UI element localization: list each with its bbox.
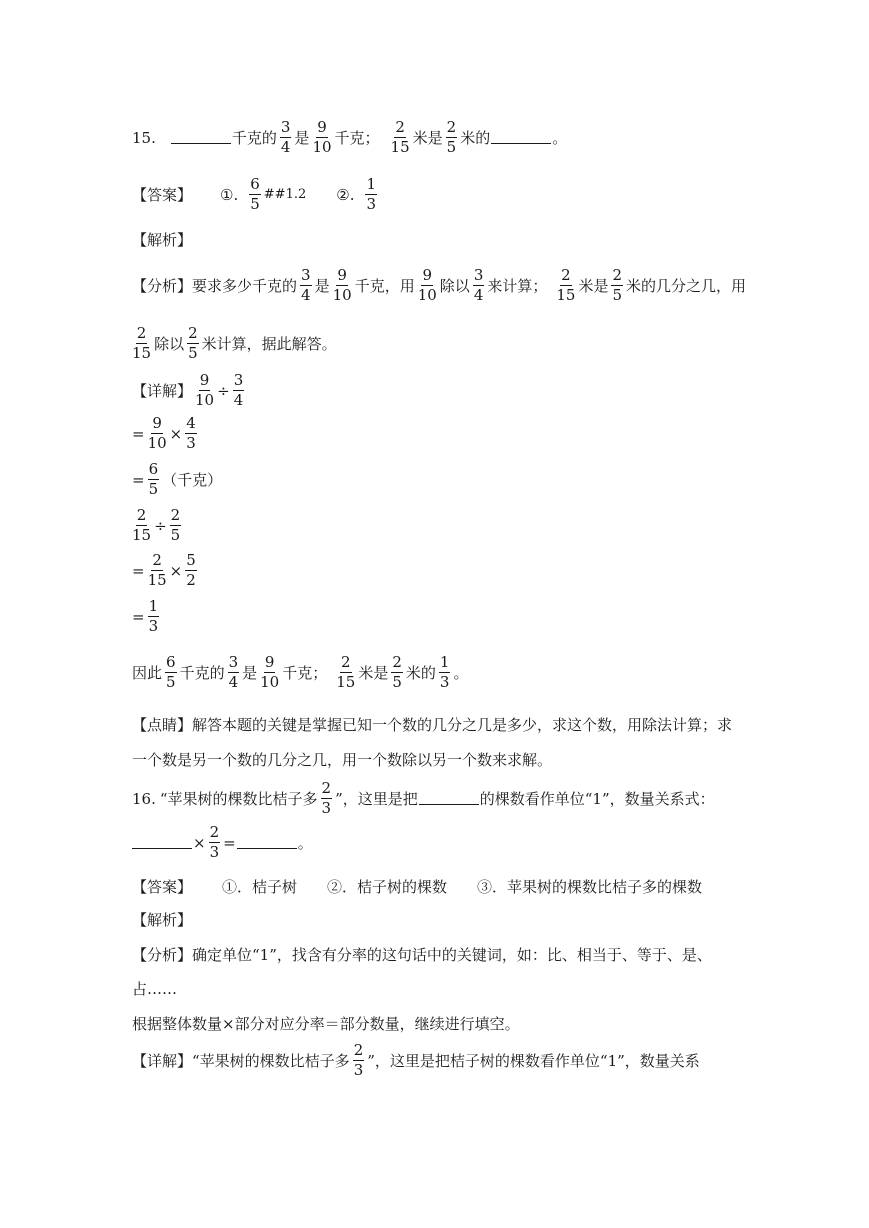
q16-blank-1[interactable] xyxy=(419,792,479,805)
numerator: 9 xyxy=(317,118,327,136)
fraction xyxy=(148,552,167,589)
fraction xyxy=(195,372,214,409)
answer-alt: ##1.2 xyxy=(263,187,307,202)
numerator: 9 xyxy=(199,371,210,389)
q16-question-line-1 xyxy=(132,780,715,817)
text: 。 xyxy=(297,834,313,852)
fraction xyxy=(336,654,355,691)
q15-text-2: 是 xyxy=(294,129,310,147)
fraction xyxy=(353,1042,365,1079)
q16-question-line-2 xyxy=(132,824,313,861)
text: 千克； xyxy=(282,664,328,682)
denominator: 4 xyxy=(280,138,291,156)
xiangjie-label: 【详解】 xyxy=(132,1052,193,1070)
text: 米的几分之几，用 xyxy=(626,277,747,295)
numerator: 1 xyxy=(366,175,377,193)
denominator: 5 xyxy=(166,673,176,691)
numerator: 3 xyxy=(280,118,291,136)
numerator: 2 xyxy=(209,823,220,841)
q15-detail-step-3 xyxy=(132,461,222,498)
numerator: 6 xyxy=(148,460,159,478)
denominator: 15 xyxy=(336,673,356,691)
q15-text-1: 千克的 xyxy=(231,129,277,147)
operator: = xyxy=(223,833,236,852)
fraction xyxy=(300,267,312,304)
q15-dianjing-line-1 xyxy=(132,714,732,735)
text: 来计算； xyxy=(487,277,548,295)
numerator: 2 xyxy=(612,266,623,284)
q15-detail-step-4 xyxy=(132,507,184,544)
numerator: 2 xyxy=(321,779,332,797)
q15-answer-line xyxy=(132,176,380,213)
numerator: 2 xyxy=(446,118,457,136)
operator: ÷ xyxy=(217,381,230,400)
fraction xyxy=(556,267,575,304)
fraction xyxy=(321,780,333,817)
fraction xyxy=(391,119,410,156)
fraction xyxy=(446,119,458,156)
numerator: 2 xyxy=(136,324,147,342)
denominator: 5 xyxy=(170,526,181,544)
numerator: 6 xyxy=(250,175,260,193)
denominator: 10 xyxy=(195,391,215,409)
q15-detail-step-5 xyxy=(132,552,200,589)
fraction xyxy=(249,176,261,213)
denominator: 3 xyxy=(366,195,377,213)
jiexi-label: 【解析】 xyxy=(132,231,193,249)
denominator: 4 xyxy=(473,286,484,304)
text: 千克的 xyxy=(179,664,225,682)
q16-analysis-line-3 xyxy=(132,1013,520,1034)
numerator: 4 xyxy=(186,414,196,432)
answer-3: ③．苹果树的棵数比桔子多的棵数 xyxy=(477,878,703,896)
numerator: 2 xyxy=(392,653,402,671)
fraction xyxy=(148,598,160,635)
answer-2: ②．桔子树的棵数 xyxy=(327,878,448,896)
text: 是 xyxy=(242,664,258,682)
text: ”，这里是把桔子树的棵数看作单位“1”，数量关系 xyxy=(367,1052,700,1070)
q15-dianjing-line-2 xyxy=(132,749,552,770)
fraction xyxy=(260,654,279,691)
fenxi-label: 【分析】 xyxy=(132,277,193,295)
numerator: 1 xyxy=(148,597,159,615)
denominator: 5 xyxy=(148,480,159,498)
fraction xyxy=(439,654,451,691)
text: 根据整体数量×部分对应分率＝部分数量，继续进行填空。 xyxy=(132,1015,520,1033)
numerator: 2 xyxy=(341,653,351,671)
numerator: 2 xyxy=(353,1041,364,1059)
text: 因此 xyxy=(132,664,163,682)
fraction xyxy=(391,654,403,691)
numerator: 3 xyxy=(473,266,484,284)
denominator: 5 xyxy=(446,138,457,156)
denominator: 10 xyxy=(417,286,437,304)
fraction xyxy=(473,267,485,304)
q16-analysis-line-2 xyxy=(132,978,177,999)
fenxi-label: 【分析】 xyxy=(132,946,193,964)
text: 要求多少千克的 xyxy=(192,277,298,295)
answer-mark-2: ②. xyxy=(336,185,355,204)
q15-text-3: 千克； xyxy=(334,129,380,147)
unit: （千克） xyxy=(162,471,223,489)
q15-analysis-line-2 xyxy=(132,325,337,362)
operator: = xyxy=(132,424,145,443)
fraction xyxy=(185,552,197,589)
denominator: 15 xyxy=(132,526,152,544)
fraction xyxy=(365,176,377,213)
answer-label: 【答案】 xyxy=(132,878,193,896)
text: 米的 xyxy=(405,664,436,682)
denominator: 5 xyxy=(188,344,198,362)
q16-jiexi xyxy=(132,909,192,930)
fraction xyxy=(333,267,352,304)
operator: ÷ xyxy=(154,516,167,535)
text: 米是 xyxy=(358,664,389,682)
numerator: 2 xyxy=(395,118,405,136)
denominator: 15 xyxy=(132,344,152,362)
text: 。 xyxy=(453,664,469,682)
denominator: 4 xyxy=(233,391,244,409)
numerator: 2 xyxy=(188,324,198,342)
numerator: 2 xyxy=(170,506,181,524)
numerator: 5 xyxy=(186,551,196,569)
denominator: 5 xyxy=(392,673,402,691)
text: 千克，用 xyxy=(354,277,415,295)
q15-analysis-line-1 xyxy=(132,267,746,304)
operator: × xyxy=(169,561,183,580)
fraction xyxy=(611,267,623,304)
denominator: 5 xyxy=(612,286,623,304)
denominator: 15 xyxy=(556,286,576,304)
text: 一个数是另一个数的几分之几，用一个数除以另一个数来求解。 xyxy=(132,751,553,769)
denominator: 15 xyxy=(147,571,167,589)
q16-number: 16. xyxy=(132,789,156,808)
answer-mark-1: ①. xyxy=(220,185,239,204)
denominator: 4 xyxy=(301,286,311,304)
fraction xyxy=(148,415,167,452)
denominator: 10 xyxy=(147,434,167,452)
q15-detail-step-2 xyxy=(132,415,200,452)
text: 除以 xyxy=(154,335,185,353)
fraction xyxy=(165,654,177,691)
operator: = xyxy=(132,561,145,580)
text: 米计算，据此解答。 xyxy=(201,335,337,353)
numerator: 1 xyxy=(439,653,450,671)
denominator: 10 xyxy=(332,286,352,304)
fraction xyxy=(148,461,160,498)
text: “苹果树的棵数比桔子多 xyxy=(192,1052,350,1070)
numerator: 9 xyxy=(337,266,347,284)
q16-blank-3[interactable] xyxy=(237,836,297,849)
fraction xyxy=(132,507,151,544)
q15-text-5: 米的 xyxy=(460,129,491,147)
numerator: 9 xyxy=(264,653,275,671)
denominator: 3 xyxy=(353,1061,364,1079)
numerator: 3 xyxy=(228,653,239,671)
fraction xyxy=(132,325,151,362)
operator: = xyxy=(132,607,145,626)
text: 的棵数看作单位“1”，数量关系式： xyxy=(479,790,715,808)
fraction xyxy=(233,372,245,409)
operator: × xyxy=(169,424,183,443)
denominator: 10 xyxy=(312,138,332,156)
q15-detail-step-1 xyxy=(132,372,247,409)
numerator: 2 xyxy=(152,551,162,569)
operator: = xyxy=(132,470,145,489)
dianjing-label: 【点睛】 xyxy=(132,716,193,734)
denominator: 10 xyxy=(260,673,280,691)
q15-blank-2[interactable] xyxy=(491,131,551,144)
q15-conclusion xyxy=(132,654,468,691)
fraction xyxy=(187,325,199,362)
denominator: 3 xyxy=(439,673,450,691)
q16-analysis-line-1 xyxy=(132,944,712,965)
text: 除以 xyxy=(439,277,470,295)
text: 米是 xyxy=(578,277,609,295)
denominator: 15 xyxy=(390,138,410,156)
q15-question-line xyxy=(132,119,567,156)
fraction xyxy=(228,654,240,691)
text: 占…… xyxy=(132,980,178,998)
q16-detail-line xyxy=(132,1042,700,1079)
numerator: 6 xyxy=(166,653,176,671)
denominator: 3 xyxy=(186,434,196,452)
text: 确定单位“1”，找含有分率的这句话中的关键词，如：比、相当于、等于、是、 xyxy=(192,946,712,964)
q16-answer-line xyxy=(132,876,702,897)
answer-label: 【答案】 xyxy=(132,186,193,204)
denominator: 2 xyxy=(186,571,196,589)
q15-number: 15. xyxy=(132,128,156,147)
denominator: 3 xyxy=(209,843,220,861)
denominator: 5 xyxy=(250,195,260,213)
numerator: 3 xyxy=(301,266,311,284)
answer-1: ①．桔子树 xyxy=(222,878,298,896)
operator: × xyxy=(193,833,206,852)
q15-text-4: 米是 xyxy=(412,129,443,147)
fraction xyxy=(312,119,331,156)
q16-blank-2[interactable] xyxy=(132,836,192,849)
fraction xyxy=(170,507,182,544)
denominator: 3 xyxy=(321,799,332,817)
numerator: 9 xyxy=(422,266,433,284)
fraction xyxy=(418,267,437,304)
fraction xyxy=(280,119,292,156)
text: ”，这里是把 xyxy=(335,790,418,808)
numerator: 3 xyxy=(233,371,244,389)
q15-blank-1[interactable] xyxy=(171,131,231,144)
numerator: 9 xyxy=(152,414,162,432)
jiexi-label: 【解析】 xyxy=(132,911,193,929)
numerator: 2 xyxy=(561,266,571,284)
xiangjie-label: 【详解】 xyxy=(132,382,193,400)
text: 解答本题的关键是掌握已知一个数的几分之几是多少，求这个数，用除法计算；求 xyxy=(192,716,733,734)
q15-detail-step-6 xyxy=(132,598,162,635)
numerator: 2 xyxy=(136,506,147,524)
fraction xyxy=(185,415,197,452)
denominator: 3 xyxy=(148,617,159,635)
text: 是 xyxy=(314,277,330,295)
q15-text-6: 。 xyxy=(552,129,568,147)
text: “苹果树的棵数比桔子多 xyxy=(159,790,318,808)
q15-jiexi xyxy=(132,229,192,250)
denominator: 4 xyxy=(228,673,239,691)
fraction xyxy=(209,824,221,861)
